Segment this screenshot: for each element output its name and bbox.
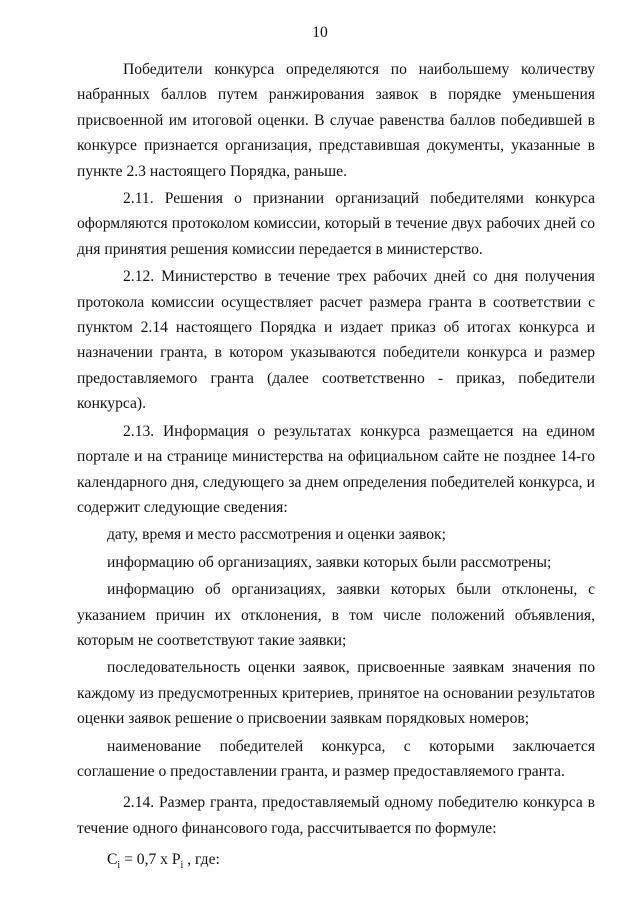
formula-lhs-subscript: i <box>117 860 121 872</box>
list-item: дату, время и место рассмотрения и оценки заявок; <box>107 526 446 544</box>
list-item: информацию об организациях, заявки которых были отклонены, с указанием причин их отклонения, в том числе положений объявления, которым не соответствуют такие заявки; <box>77 581 595 649</box>
formula-middle: = 0,7 x P <box>120 851 181 869</box>
formula-lhs: C <box>107 851 118 869</box>
document-body <box>77 57 595 873</box>
list-item: последовательность оценки заявок, присвоенные заявкам значения по каждому из предусмотренных критериев, принятое на основании результатов оценки заявок решение о присвоении заявкам порядковых номеров; <box>77 659 595 728</box>
paragraph-2-12: 2.12. Министерство в течение трех рабочих дней со дня получения протокола комиссии осуществляет расчет размера гранта в соответствии с пунктом 2.14 настоящего Порядка и издает приказ об итогах конкурса и назначении гранта, в котором указываются победители конкурса и размер предоставляемого гранта (далее соответственно - приказ, победители конкурса). <box>77 268 595 413</box>
formula-tail: , где: <box>183 851 220 869</box>
paragraph-2-11: 2.11. Решения о признании организаций победителями конкурса оформляются протоколом комиссии, который в течение двух рабочих дней со дня принятия решения комиссии передается в министерство. <box>77 190 595 258</box>
paragraph-2-14: 2.14. Размер гранта, предоставляемый одному победителю конкурса в течение одного финансового года, рассчитывается по формуле: <box>77 794 595 837</box>
formula-rhs-subscript: i <box>180 860 184 872</box>
grant-formula <box>77 847 595 872</box>
page-number: 10 <box>312 24 328 41</box>
paragraph-winners: Победители конкурса определяются по наибольшему количеству набранных баллов путем ранжирования заявок в порядке уменьшения присвоенной им итоговой оценки. В случае равенства баллов победившей в конкурсе признается организация, представившая документы, указанные в пункте 2.3 настоящего Порядка, раньше. <box>77 61 595 180</box>
list-item: наименование победителей конкурса, с которыми заключается соглашение о предоставлении гранта, и размер предоставляемого гранта. <box>77 737 595 780</box>
paragraph-2-13: 2.13. Информация о результатах конкурса размещается на едином портале и на странице министерства на официальном сайте не позднее 14-го календарного дня, следующего за днем определения победителей конкурса, и содержит следующие сведения: <box>77 422 595 516</box>
list-item: информацию об организациях, заявки которых были рассмотрены; <box>107 553 552 571</box>
